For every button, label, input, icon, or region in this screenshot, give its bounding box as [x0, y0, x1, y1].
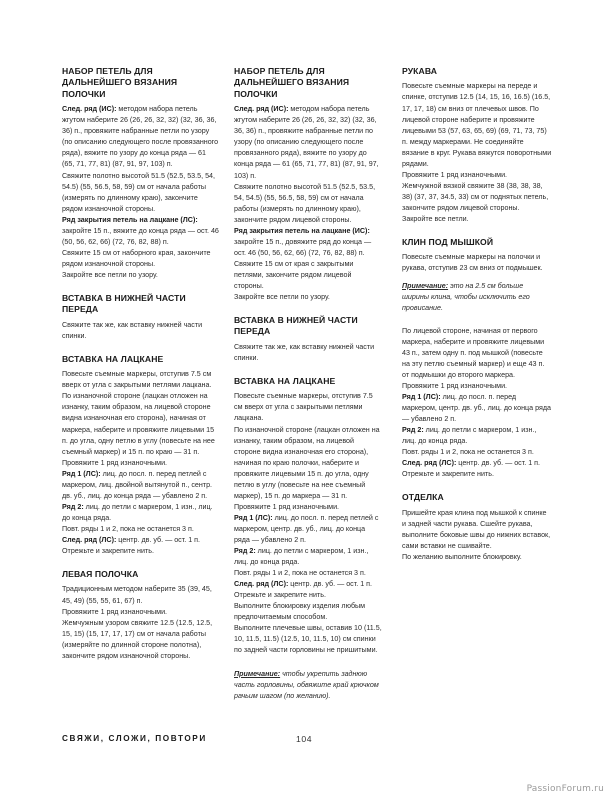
watermark: PassionForum.ru [526, 784, 604, 794]
section-heading: НАБОР ПЕТЕЛЬ ДЛЯ ДАЛЬНЕЙШЕГО ВЯЗАНИЯ ПОЛОЧКИ [234, 66, 350, 99]
paragraph [402, 425, 552, 447]
section-heading: ОТДЕЛКА [402, 492, 444, 503]
paragraph: Провяжите 1 ряд изнаночными. [234, 502, 340, 511]
row-label: Ряд 1 (ЛС): [402, 392, 441, 401]
paragraph-text: закройте 15 п., довяжите ряд до конца — ост. 46 (50, 56, 62, 66) (72, 76, 82, 88) п. [234, 237, 372, 257]
section-sleeves [402, 66, 552, 225]
row-label: След. ряд (ЛС): [402, 459, 457, 468]
paragraph: Отрежьте и закрепите нить. [402, 470, 494, 479]
paragraph: Жемчужной вязкой свяжите 38 (38, 38, 38, 38) (37, 37, 34.5, 33) см от поднятых петель, закончите рядом лицевой стороны. [402, 181, 549, 212]
paragraph: Свяжите 15 см от края с закрытыми петлями, закончите рядом лицевой стороны. [234, 259, 354, 290]
paragraph: Повт. ряды 1 и 2, пока не останется 3 п. [234, 569, 366, 578]
paragraph-text: центр. дв. уб. — ост. 1 п. [456, 459, 540, 468]
section-cast-on-left [62, 66, 220, 281]
paragraph: Повесьте съемные маркеры на полочки и рукава, отступив 23 см вниз от подмышек. [402, 253, 543, 273]
row-label: След. ряд (ИС): [62, 105, 117, 114]
paragraph [234, 513, 382, 546]
paragraph [234, 546, 382, 568]
paragraph: Выполните плечевые швы, оставив 10 (11.5, 10, 11.5, 11.5) (12.5, 10, 11.5, 10) см спинки по задней части горловины не пришитыми. [234, 624, 382, 655]
section-heading: ВСТАВКА НА ЛАЦКАНЕ [62, 353, 164, 364]
section-underarm-gusset [402, 237, 552, 275]
page-number: 104 [296, 734, 313, 744]
paragraph: Повесьте съемные маркеры на переде и спинке, отступив 12.5 (14, 15, 16, 16.5) (16.5, 17, 17, 18) см вниз от плечевых швов. По лицевой стороне наберите и провяжите лицевыми 53 (57, 63, 65, 69) (69, 71, 73, 75) п. между маркерами. Не соединяйте вязание в круг. Рукава вяжутся поворотными рядами. [402, 82, 552, 168]
footer-title: СВЯЖИ, СЛОЖИ, ПОВТОРИ [62, 734, 207, 743]
note-text: чтобы укрепить заднюю часть горловины, обвяжите край крючком рачьим шагом (по желанию). [234, 669, 379, 700]
paragraph [234, 226, 382, 259]
paragraph [62, 215, 220, 248]
section-lower-insert [234, 315, 382, 364]
paragraph: Жемчужным узором свяжите 12.5 (12.5, 12.5, 15, 15) (15, 17, 17, 17) см от начала работы (измеряйте по длинной стороне полотна), закончите рядом изнаночной стороны. [62, 618, 213, 660]
section-finishing [402, 492, 552, 563]
paragraph-text: лиц. до петли с маркером, 1 изн., лиц. до конца ряда. [62, 502, 213, 522]
paragraph: Повт. ряды 1 и 2, пока не останется 3 п. [402, 448, 534, 457]
paragraph: Выполните блокировку изделия любым предпочитаемым способом. [234, 602, 366, 622]
paragraph: Свяжите полотно высотой 51.5 (52.5, 53.5, 54, 54.5) (55, 56.5, 58, 59) см от начала работы (измерять по длинному краю), закончите рядом лицевой стороны. [234, 182, 376, 224]
note-label: Примечание: [234, 669, 281, 678]
paragraph-text: лиц. до петли с маркером, 1 изн., лиц. до конца ряда. [234, 547, 369, 567]
note-label: Примечание: [402, 281, 449, 290]
row-label: След. ряд (ЛС): [62, 535, 117, 544]
paragraph: Свяжите так же, как вставку нижней части спинки. [234, 342, 375, 362]
paragraph: Закройте все петли. [402, 214, 469, 223]
paragraph: По желанию выполните блокировку. [402, 552, 522, 561]
section-left-front [62, 569, 220, 662]
section-gusset-steps [402, 326, 552, 481]
section-lower-insert [62, 293, 220, 342]
column-left [62, 66, 220, 674]
section-heading: ЛЕВАЯ ПОЛОЧКА [62, 569, 139, 580]
row-label: Ряд 2: [62, 502, 84, 511]
paragraph: Свяжите 15 см от наборного края, закончите рядом изнаночной стороны. [62, 248, 211, 268]
paragraph: Отрежьте и закрепите нить. [62, 547, 154, 556]
section-heading: ВСТАВКА В НИЖНЕЙ ЧАСТИ ПЕРЕДА [62, 292, 186, 315]
paragraph [62, 469, 220, 502]
row-label: Ряд 2: [234, 547, 256, 556]
paragraph: Свяжите полотно высотой 51.5 (52.5, 53.5, 54, 54.5) (55, 56.5, 58, 59) см от начала работы (измерять по длинному краю), закончите рядом изнаночной стороны. [62, 171, 215, 213]
paragraph: Повесьте съемные маркеры, отступив 7.5 см вверх от угла с закрытыми петлями лацкана. [234, 392, 373, 423]
row-label: Ряд 1 (ЛС): [234, 513, 273, 522]
paragraph: Провяжите 1 ряд изнаночными. [62, 607, 168, 616]
paragraph: По изнаночной стороне (лацкан отложен на изнанку, таким образом, на лицевой стороне видна изнаночная его сторона), начиная от маркера, наберите и провяжите лицевыми 15 п. до угла, одну петлю в углу (повесьте на нее съемный маркер) и 15 п. по краю — 31 п. [62, 392, 215, 456]
section-heading: РУКАВА [402, 66, 437, 76]
note [402, 281, 552, 314]
paragraph: Повт. ряды 1 и 2, пока не останется 3 п. [62, 524, 194, 533]
paragraph-text: закройте 15 п., вяжите до конца ряда — ост. 46 (50, 56, 62, 66) (72, 76, 82, 88) п. [62, 226, 219, 246]
section-lapel-insert [62, 354, 220, 557]
paragraph-text: лиц. до посл. п. перед маркером, центр. дв. уб., лиц. до конца ряда — убавлено 2 п. [402, 392, 551, 424]
paragraph: Отрежьте и закрепите нить. [234, 591, 326, 600]
paragraph: По лицевой стороне, начиная от первого маркера, наберите и провяжите лицевыми 43 п., затем одну п. под мышкой (повесьте на эту петлю съемный маркер) и еще 43 п. от подмышки до второго маркера. [402, 326, 545, 379]
section-heading: НАБОР ПЕТЕЛЬ ДЛЯ ДАЛЬНЕЙШЕГО ВЯЗАНИЯ ПОЛОЧКИ [62, 66, 178, 99]
note-text: это на 2.5 см больше ширины клина, чтобы исключить его провисание. [402, 281, 530, 312]
row-label: Ряд закрытия петель на лацкане (ЛС): [62, 215, 198, 224]
paragraph: Традиционным методом наберите 35 (39, 45, 45, 49) (55, 55, 61, 67) п. [62, 585, 212, 605]
row-label: Ряд 2: [402, 426, 424, 435]
paragraph: Закройте все петли по узору. [62, 270, 158, 279]
paragraph-text: лиц. до посл. п. перед петлей с маркером, лиц. двойной вытянутой п., сентр. дв. уб., лиц. до конца ряда — убавлено 2 п. [62, 469, 213, 500]
paragraph [62, 104, 220, 170]
paragraph: Провяжите 1 ряд изнаночными. [62, 458, 168, 467]
paragraph [402, 458, 552, 469]
section-heading: КЛИН ПОД МЫШКОЙ [402, 237, 494, 248]
row-label: Ряд закрытия петель на лацкане (ИС): [234, 226, 370, 235]
section-lapel-insert [234, 376, 382, 657]
paragraph: По изнаночной стороне (лацкан отложен на изнанку, таким образом, на лицевой стороне видна изнаночная его сторона), начиная по краю полочки, наберите и провяжите лицевыми 15 п. до угла, одну петлю в углу (повесьте на нее съемный маркер), 15 п. до маркера — 31 п. [234, 425, 380, 500]
row-label: След. ряд (ИС): [234, 105, 289, 114]
section-heading: ВСТАВКА В НИЖНЕЙ ЧАСТИ ПЕРЕДА [234, 315, 358, 337]
paragraph-text: центр. дв. уб. — ост. 1 п. [288, 580, 372, 589]
paragraph: Провяжите 1 ряд изнаночными. [402, 170, 508, 179]
column-right [402, 66, 552, 575]
paragraph: Повесьте съемные маркеры, отступив 7.5 см вверх от угла с закрытыми петлями лацкана. [62, 370, 212, 390]
paragraph [402, 392, 552, 425]
paragraph-text: лиц. до петли с маркером, 1 изн., лиц. до конца ряда. [402, 426, 537, 446]
paragraph-text: центр. дв. уб. — ост. 1 п. [116, 535, 200, 544]
paragraph: Свяжите так же, как вставку нижней части спинки. [62, 320, 203, 340]
paragraph-text: методом набора петель жгутом наберите 26 (26, 26, 32, 32) (32, 36, 36, 36) п., провяжите набранные петли по узору (по описанию следующего после провязанного ряда), вяжите по узору до конца ряда — 61 (65, 71, 77, 81) (87, 91, 97, 103) п. [234, 105, 379, 180]
paragraph-text: методом набора петель жгутом наберите 26 (26, 26, 32, 32) (32, 36, 36, 36) п., провяжите набранные петли по узору (по описанию следующего после провязанного ряда), вяжите по узору до конца ряда — 61 (65, 71, 77, 81) (87, 91, 97, 103) п. [62, 105, 219, 169]
section-heading: ВСТАВКА НА ЛАЦКАНЕ [234, 375, 336, 386]
paragraph [62, 535, 220, 546]
note [234, 669, 382, 702]
paragraph [62, 502, 220, 524]
paragraph: Провяжите 1 ряд изнаночными. [402, 381, 508, 390]
column-middle [234, 66, 382, 714]
paragraph [234, 579, 382, 590]
paragraph [234, 104, 382, 181]
row-label: Ряд 1 (ЛС): [62, 469, 101, 478]
row-label: След. ряд (ЛС): [234, 580, 289, 589]
paragraph-text: лиц. до посл. п. перед петлей с маркером, центр. дв. уб., лиц. до конца ряда — убавлено 2 п. [234, 513, 379, 544]
paragraph: Закройте все петли по узору. [234, 293, 330, 302]
paragraph: Пришейте края клина под мышкой к спинке и задней части рукава. Сшейте рукава, выполните боковые швы до нижних вставок, сами вставки не сшивайте. [402, 508, 551, 550]
section-cast-on-right [234, 66, 382, 303]
